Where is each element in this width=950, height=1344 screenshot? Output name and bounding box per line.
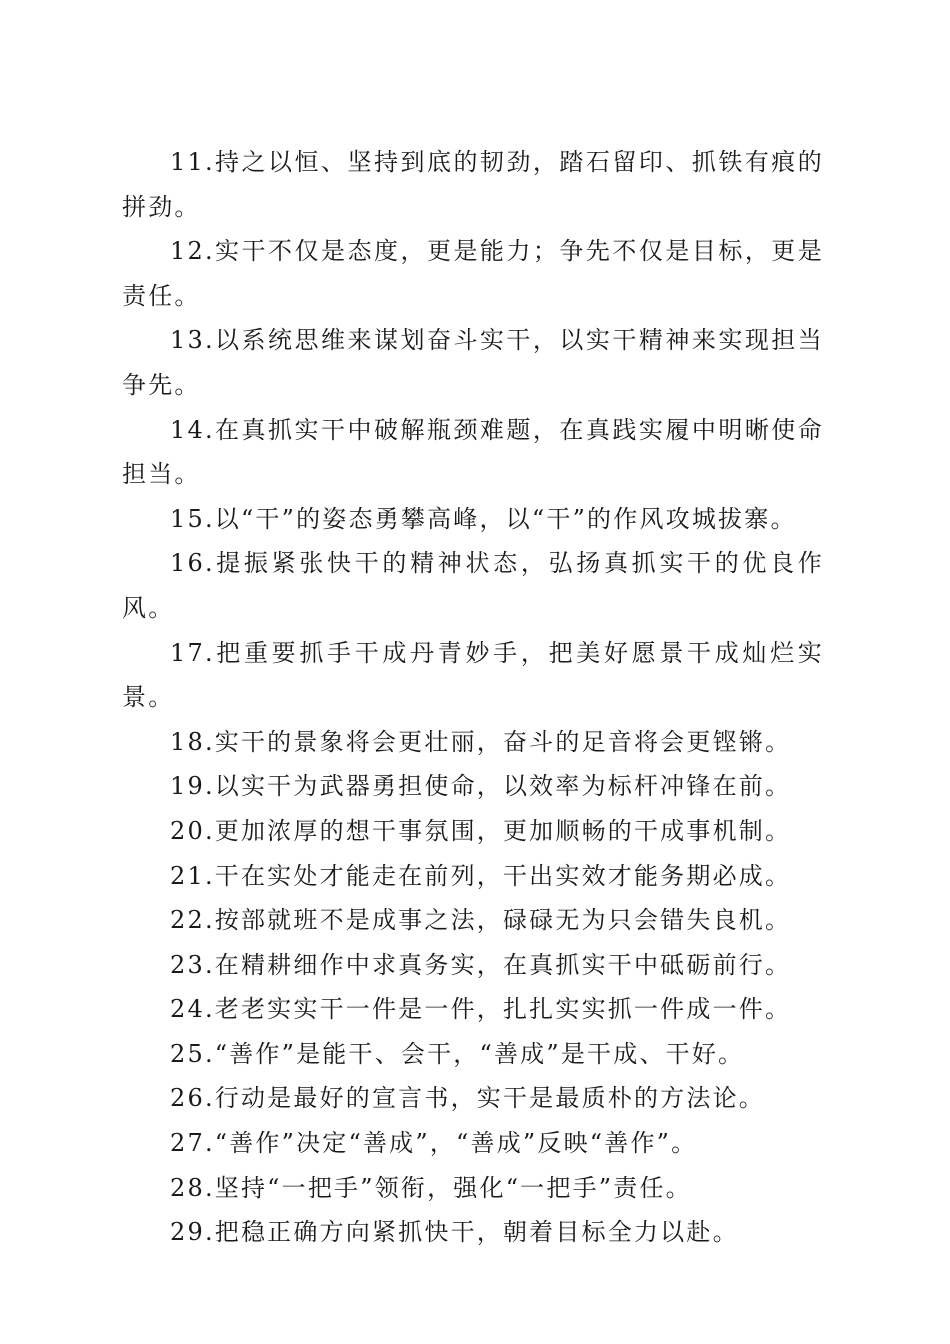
list-item: 23.在精耕细作中求真务实，在真抓实干中砥砺前行。	[170, 950, 792, 979]
list-item: 18.实干的景象将会更壮丽，奋斗的足音将会更铿锵。	[170, 727, 792, 756]
list-item: 29.把稳正确方向紧抓快干，朝着目标全力以赴。	[170, 1218, 739, 1247]
document-page	[122, 140, 824, 1255]
list-item: 21.干在实处才能走在前列，干出实效才能务期必成。	[170, 861, 792, 890]
list-item: 22.按部就班不是成事之法，碌碌无为只会错失良机。	[170, 906, 792, 935]
list-item: 28.坚持“一把手”领衔，强化“一把手”责任。	[170, 1173, 692, 1202]
list-item: 11.持之以恒、坚持到底的韧劲，踏石留印、抓铁有痕的拼劲。	[122, 148, 824, 221]
list-item: 25.“善作”是能干、会干，“善成”是干成、干好。	[170, 1039, 745, 1068]
list-item: 20.更加浓厚的想干事氛围，更加顺畅的干成事机制。	[170, 816, 792, 845]
list-item: 24.老老实实干一件是一件，扎扎实实抓一件成一件。	[170, 995, 792, 1024]
list-item: 17.把重要抓手干成丹青妙手，把美好愿景干成灿烂实景。	[122, 638, 824, 712]
list-item: 13.以系统思维来谋划奋斗实干，以实干精神来实现担当争先。	[122, 326, 824, 399]
list-item: 26.行动是最好的宣言书，实干是最质朴的方法论。	[170, 1084, 765, 1113]
list-item: 27.“善作”决定“善成”，“善成”反映“善作”。	[170, 1129, 698, 1158]
list-item: 12.实干不仅是态度，更是能力；争先不仅是目标，更是责任。	[122, 237, 824, 310]
list-item: 16.提振紧张快干的精神状态，弘扬真抓实干的优良作风。	[122, 549, 824, 622]
list-item: 15.以“干”的姿态勇攀高峰，以“干”的作风攻城拔寨。	[170, 504, 797, 533]
list-item: 14.在真抓实干中破解瓶颈难题，在真践实履中明晰使命担当。	[122, 415, 824, 489]
list-item: 19.以实干为武器勇担使命，以效率为标杆冲锋在前。	[170, 772, 792, 801]
